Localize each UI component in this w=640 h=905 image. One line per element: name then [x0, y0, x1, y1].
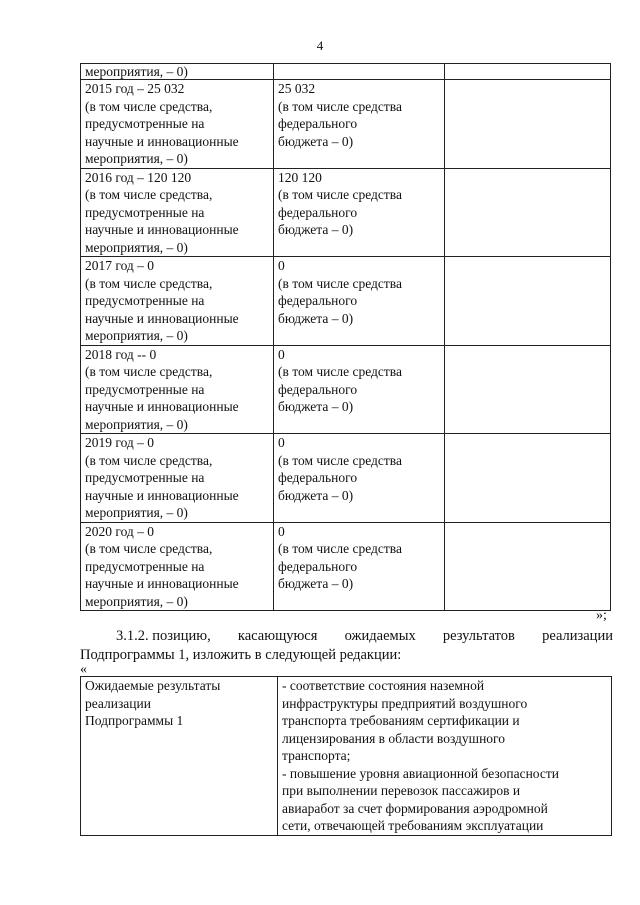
cell-line: 0: [278, 346, 285, 362]
cell-line: сети, отвечающей требованиям эксплуатации: [282, 818, 544, 833]
empty-cell: [445, 257, 611, 346]
cell-line: бюджета – 0): [278, 399, 354, 414]
cell-line: 2015 год – 25 032: [85, 81, 185, 96]
paragraph-word: результатов: [442, 628, 515, 644]
cell-line: научные и инновационные: [85, 310, 239, 326]
cell-line: 0: [278, 435, 285, 450]
table-row: [81, 677, 612, 836]
cell-line: бюджета – 0): [278, 576, 354, 591]
amount-cell: [274, 168, 445, 257]
cell-line: 2016 год – 120 120: [85, 169, 192, 185]
cell-line: Ожидаемые результаты: [85, 678, 221, 693]
cell-line: научные и инновационные: [85, 399, 239, 414]
paragraph-line: Подпрограммы 1, изложить в следующей редакции:: [80, 647, 402, 663]
cell-line: - соответствие состояния наземной: [282, 678, 485, 693]
cell-line: 2018 год -- 0: [85, 346, 157, 362]
empty-cell: [445, 522, 611, 611]
cell-line: (в том числе средства: [278, 452, 402, 468]
table-row: [81, 522, 611, 611]
paragraph-word: ожидаемых: [344, 628, 416, 644]
cell-line: инфраструктуры предприятий воздушного: [282, 695, 528, 711]
empty-cell: [445, 168, 611, 257]
table-cell: [445, 64, 611, 80]
year-cell: [81, 168, 274, 257]
cell-line: (в том числе средства,: [85, 275, 213, 291]
amount-cell: [274, 345, 445, 434]
year-cell: [81, 522, 274, 611]
cell-line: федерального: [278, 381, 358, 397]
cell-line: при выполнении перевозок пассажиров и: [282, 783, 521, 798]
paragraph-line: [80, 627, 613, 646]
cell-line: научные и инновационные: [85, 576, 239, 591]
cell-line: 2017 год – 0: [85, 258, 155, 273]
cell-line: федерального: [278, 470, 358, 485]
cell-line: научные и инновационные: [85, 133, 239, 149]
cell-line: (в том числе средства,: [85, 98, 213, 114]
cell-line: 0: [278, 258, 285, 273]
cell-line: реализации: [85, 695, 151, 711]
cell-line: (в том числе средства: [278, 364, 402, 379]
year-cell: [81, 434, 274, 523]
cell-line: федерального: [278, 116, 358, 131]
cell-line: 2020 год – 0: [85, 523, 155, 539]
cell-text: мероприятия, – 0): [85, 64, 188, 79]
paragraph-word: реализации: [542, 628, 613, 644]
amount-cell: [274, 522, 445, 611]
cell-line: мероприятия, – 0): [85, 328, 188, 343]
table-row: [81, 64, 611, 80]
cell-line: (в том числе средства,: [85, 364, 213, 379]
empty-cell: [445, 80, 611, 169]
results-text-cell: [278, 677, 612, 836]
table-row: [81, 168, 611, 257]
cell-line: 25 032: [278, 81, 316, 96]
table-row: [81, 80, 611, 169]
cell-line: предусмотренные на: [85, 293, 205, 308]
year-cell: [81, 257, 274, 346]
results-label-cell: [81, 677, 278, 836]
cell-line: 0: [278, 523, 285, 539]
amount-cell: [274, 80, 445, 169]
table-cell: [274, 64, 445, 80]
opening-quote: «: [80, 662, 87, 677]
cell-line: предусмотренные на: [85, 381, 205, 397]
cell-line: (в том числе средства: [278, 275, 402, 291]
cell-line: (в том числе средства: [278, 98, 402, 114]
cell-line: Подпрограммы 1: [85, 713, 184, 728]
year-cell: [81, 345, 274, 434]
closing-quote: »;: [596, 608, 607, 623]
cell-line: транспорта требованиям сертификации и: [282, 713, 520, 728]
page-number: 4: [316, 38, 324, 53]
cell-line: лицензирования в области воздушного: [282, 730, 505, 746]
cell-line: научные и инновационные: [85, 222, 239, 237]
cell-line: бюджета – 0): [278, 133, 354, 149]
cell-line: - повышение уровня авиационной безопасности: [282, 765, 559, 781]
table-row: [81, 345, 611, 434]
cell-line: мероприятия, – 0): [85, 416, 188, 432]
cell-line: (в том числе средства: [278, 541, 402, 556]
amount-cell: [274, 257, 445, 346]
cell-line: федерального: [278, 293, 358, 308]
cell-line: мероприятия, – 0): [85, 505, 188, 520]
cell-line: предусмотренные на: [85, 558, 205, 574]
cell-line: 120 120: [278, 169, 322, 185]
cell-line: транспорта;: [282, 748, 351, 763]
empty-cell: [445, 434, 611, 523]
cell-line: предусмотренные на: [85, 116, 205, 131]
budget-table: [80, 63, 611, 611]
cell-line: 2019 год – 0: [85, 435, 155, 450]
cell-line: (в том числе средства,: [85, 541, 213, 556]
cell-line: мероприятия, – 0): [85, 151, 188, 166]
cell-line: федерального: [278, 204, 358, 220]
cell-line: федерального: [278, 558, 358, 574]
cell-line: (в том числе средства: [278, 187, 402, 202]
empty-cell: [445, 345, 611, 434]
paragraph-word: 3.1.2. позицию,: [116, 628, 211, 644]
cell-line: (в том числе средства,: [85, 452, 213, 468]
cell-line: предусмотренные на: [85, 470, 205, 485]
paragraph-word: касающуюся: [237, 628, 318, 644]
table-cell: [81, 64, 274, 80]
cell-line: бюджета – 0): [278, 222, 354, 237]
year-cell: [81, 80, 274, 169]
table-row: [81, 434, 611, 523]
table-row: [81, 257, 611, 346]
cell-line: авиаработ за счет формирования аэродромной: [282, 800, 548, 816]
cell-line: (в том числе средства,: [85, 187, 213, 202]
results-table: [80, 676, 612, 836]
cell-line: предусмотренные на: [85, 204, 205, 220]
cell-line: мероприятия, – 0): [85, 593, 188, 609]
amount-cell: [274, 434, 445, 523]
cell-line: научные и инновационные: [85, 487, 239, 503]
cell-line: бюджета – 0): [278, 487, 354, 503]
cell-line: мероприятия, – 0): [85, 239, 188, 255]
cell-line: бюджета – 0): [278, 310, 354, 326]
amendment-paragraph: [80, 627, 613, 665]
